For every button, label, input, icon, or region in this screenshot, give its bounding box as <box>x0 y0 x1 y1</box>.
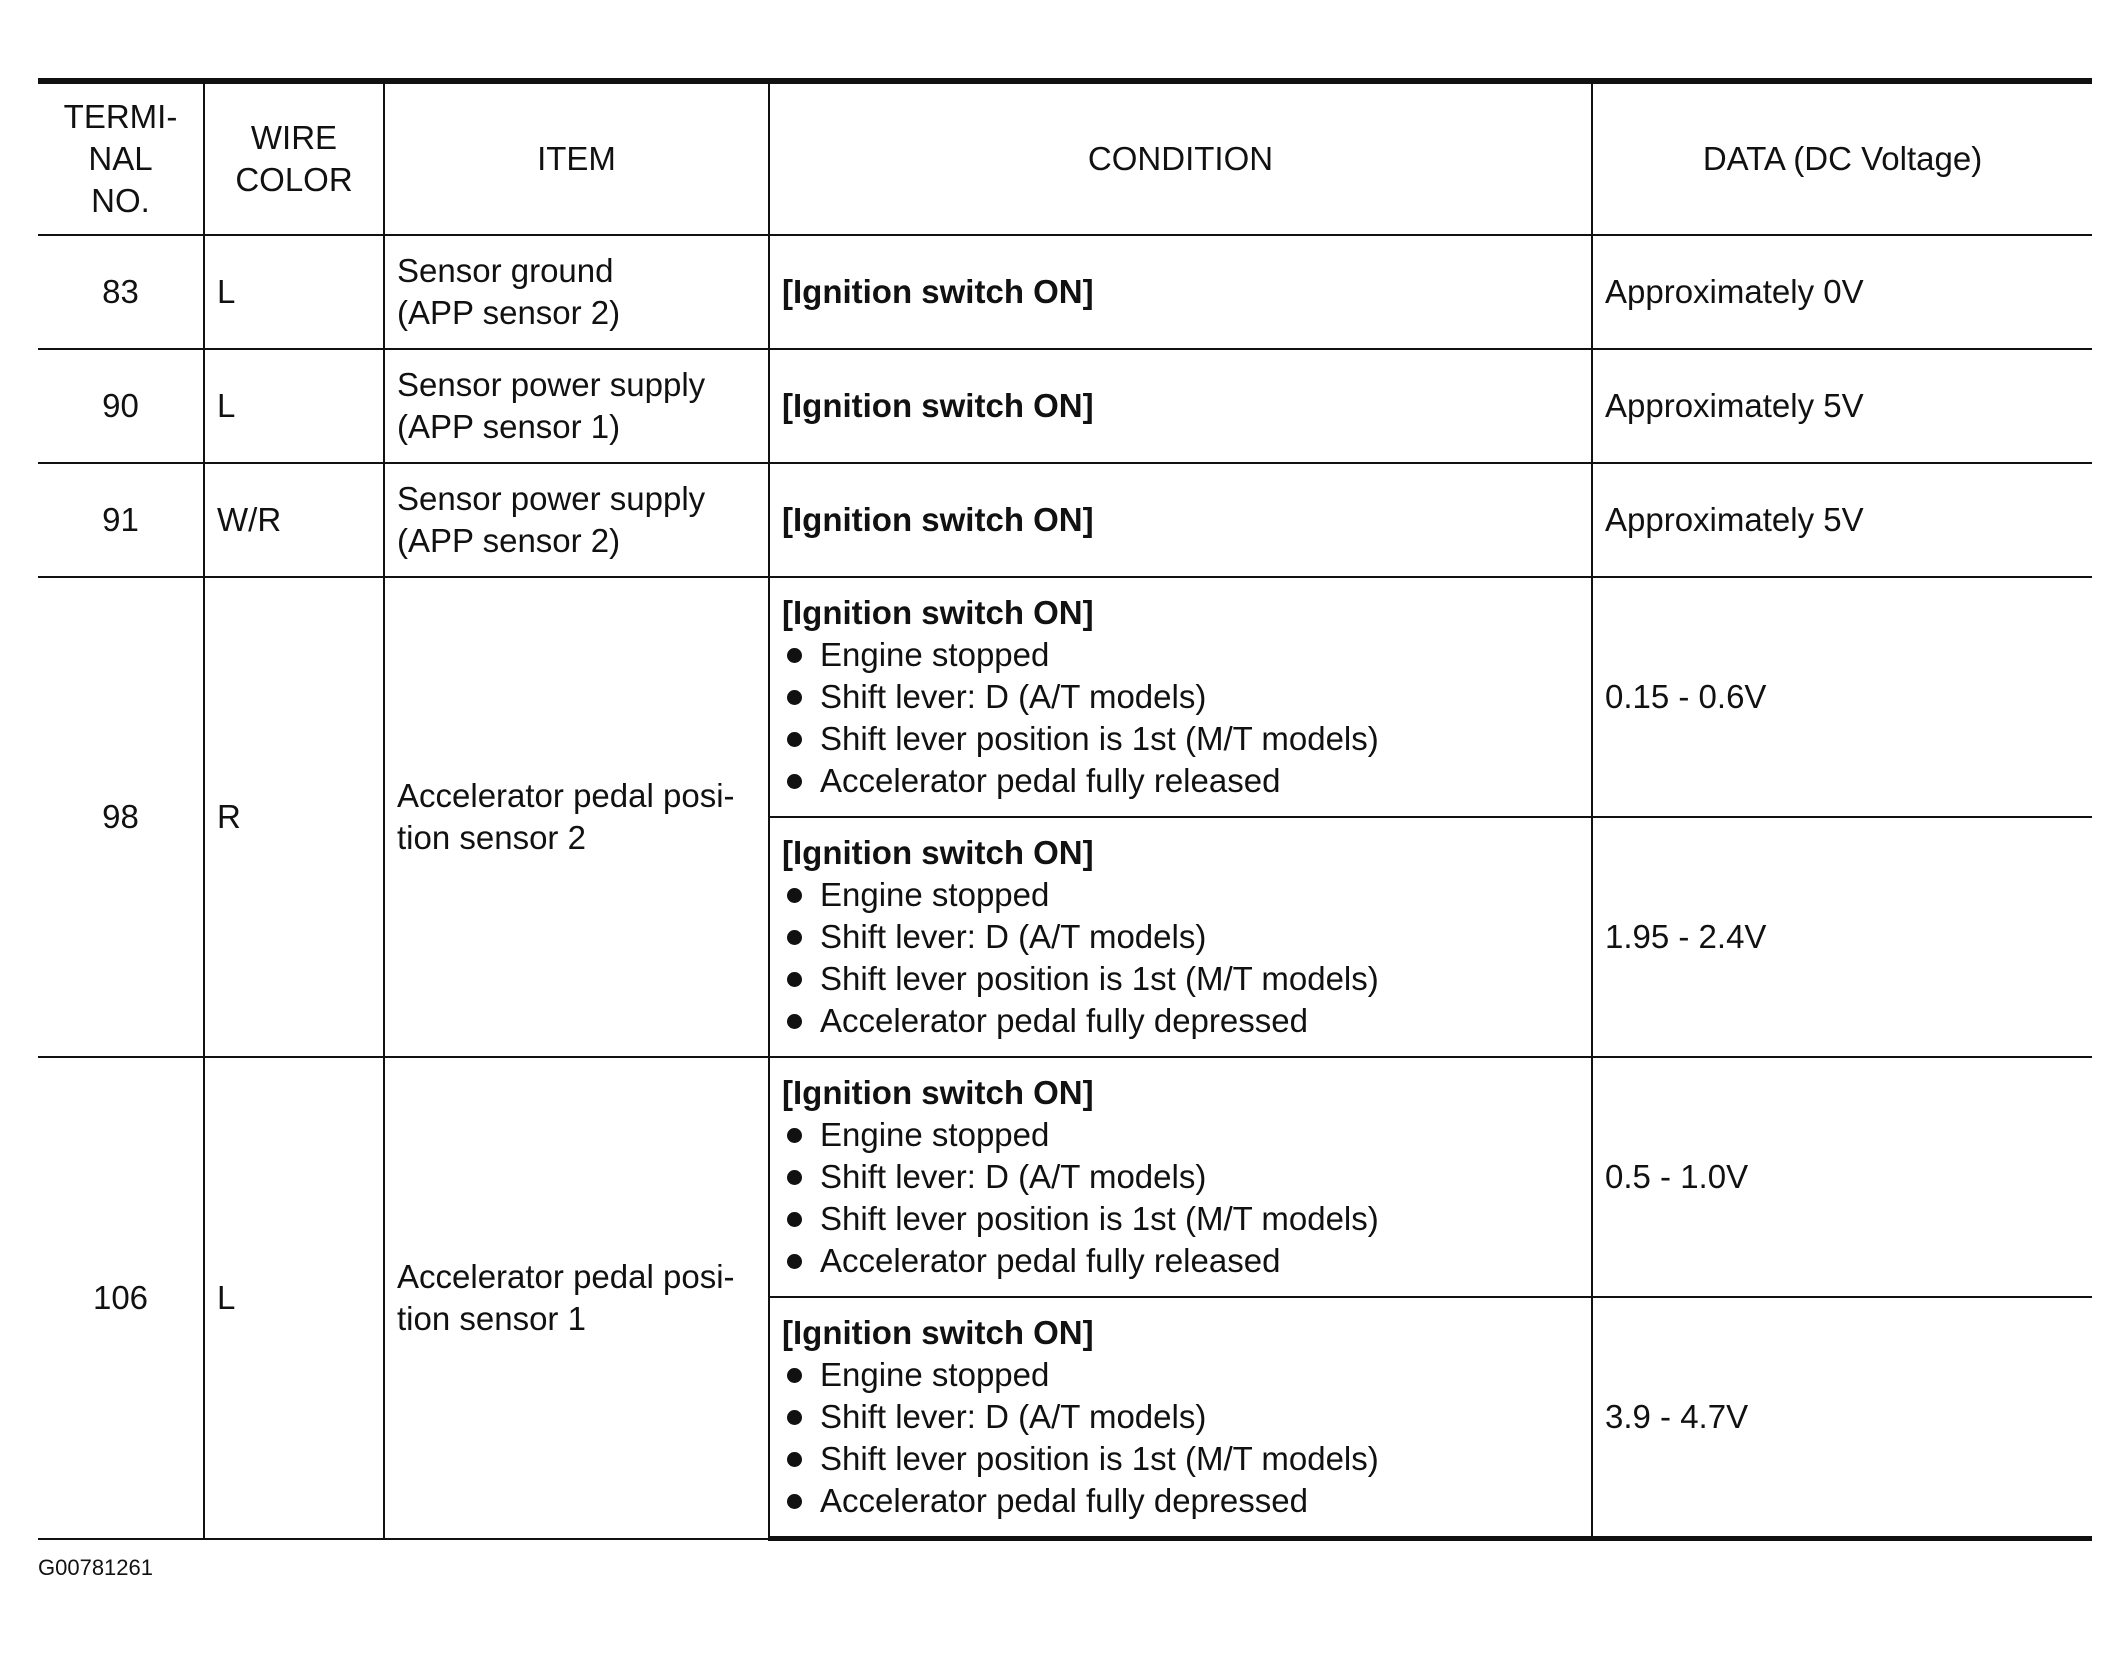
list-item <box>782 1438 1583 1480</box>
table-row <box>38 577 2092 817</box>
data-voltage: Approximately 5V <box>1592 349 2092 463</box>
condition-text: Engine stopped <box>820 1356 1050 1393</box>
bullet-icon <box>787 1452 802 1467</box>
data-voltage: 0.5 - 1.0V <box>1592 1057 2092 1297</box>
wire-color: W/R <box>204 463 384 577</box>
condition-cell <box>769 235 1592 349</box>
condition-text: Shift lever: D (A/T models) <box>820 1398 1207 1435</box>
table-row <box>38 349 2092 463</box>
bullet-icon <box>787 888 802 903</box>
header-condition: CONDITION <box>769 81 1592 235</box>
condition-list <box>782 874 1583 1042</box>
bullet-icon <box>787 1494 802 1509</box>
condition-text: Engine stopped <box>820 636 1050 673</box>
list-item <box>782 958 1583 1000</box>
wire-color: L <box>204 235 384 349</box>
item-description <box>384 235 769 349</box>
condition-cell <box>769 1057 1592 1297</box>
condition-text: Shift lever: D (A/T models) <box>820 678 1207 715</box>
header-terminal-no: TERMI- NAL NO. <box>38 81 204 235</box>
condition-cell <box>769 1297 1592 1539</box>
condition-text: Shift lever position is 1st (M/T models) <box>820 720 1379 757</box>
item-description <box>384 1057 769 1539</box>
terminal-number: 98 <box>38 577 204 1057</box>
data-voltage: Approximately 0V <box>1592 235 2092 349</box>
terminal-number: 91 <box>38 463 204 577</box>
item-text: Accelerator pedal posi- tion sensor 1 <box>397 1257 735 1337</box>
condition-cell <box>769 463 1592 577</box>
wire-color: L <box>204 1057 384 1539</box>
table-row <box>38 463 2092 577</box>
list-item <box>782 676 1583 718</box>
bullet-icon <box>787 1128 802 1143</box>
list-item <box>782 718 1583 760</box>
list-item <box>782 1354 1583 1396</box>
bullet-icon <box>787 972 802 987</box>
list-item <box>782 634 1583 676</box>
header-data: DATA (DC Voltage) <box>1592 81 2092 235</box>
condition-text: Shift lever: D (A/T models) <box>820 1158 1207 1195</box>
condition-title: [Ignition switch ON] <box>782 501 1094 538</box>
condition-title: [Ignition switch ON] <box>782 834 1094 871</box>
condition-list <box>782 1114 1583 1282</box>
list-item <box>782 1156 1583 1198</box>
bullet-icon <box>787 648 802 663</box>
condition-text: Accelerator pedal fully depressed <box>820 1002 1308 1039</box>
list-item <box>782 1114 1583 1156</box>
item-text: Sensor power supply (APP sensor 2) <box>397 480 706 559</box>
list-item <box>782 760 1583 802</box>
condition-cell <box>769 349 1592 463</box>
data-voltage: 3.9 - 4.7V <box>1592 1297 2092 1539</box>
condition-text: Accelerator pedal fully released <box>820 762 1281 799</box>
terminal-number: 106 <box>38 1057 204 1539</box>
item-text: Sensor power supply (APP sensor 1) <box>397 366 706 445</box>
table-row <box>38 235 2092 349</box>
condition-cell <box>769 577 1592 817</box>
item-description <box>384 349 769 463</box>
condition-text: Engine stopped <box>820 876 1050 913</box>
bullet-icon <box>787 1368 802 1383</box>
figure-id: G00781261 <box>38 1555 153 1580</box>
terminal-number: 83 <box>38 235 204 349</box>
bullet-icon <box>787 1410 802 1425</box>
header-item: ITEM <box>384 81 769 235</box>
header-wire-color: WIRE COLOR <box>204 81 384 235</box>
condition-title: [Ignition switch ON] <box>782 1074 1094 1111</box>
bullet-icon <box>787 690 802 705</box>
list-item <box>782 916 1583 958</box>
terminal-number: 90 <box>38 349 204 463</box>
bullet-icon <box>787 1170 802 1185</box>
condition-text: Shift lever position is 1st (M/T models) <box>820 1440 1379 1477</box>
condition-title: [Ignition switch ON] <box>782 273 1094 310</box>
table-header-row <box>38 81 2092 235</box>
item-text: Accelerator pedal posi- tion sensor 2 <box>397 777 735 856</box>
bullet-icon <box>787 1014 802 1029</box>
condition-title: [Ignition switch ON] <box>782 594 1094 631</box>
bullet-icon <box>787 774 802 789</box>
list-item <box>782 1396 1583 1438</box>
bullet-icon <box>787 732 802 747</box>
data-voltage: 0.15 - 0.6V <box>1592 577 2092 817</box>
condition-list <box>782 634 1583 802</box>
item-description <box>384 577 769 1057</box>
data-voltage: 1.95 - 2.4V <box>1592 817 2092 1057</box>
table-row <box>38 1057 2092 1297</box>
item-description <box>384 463 769 577</box>
condition-text: Shift lever position is 1st (M/T models) <box>820 960 1379 997</box>
condition-title: [Ignition switch ON] <box>782 1314 1094 1351</box>
terminal-data-table <box>38 78 2092 1541</box>
list-item <box>782 1198 1583 1240</box>
wire-color: L <box>204 349 384 463</box>
wire-color: R <box>204 577 384 1057</box>
bullet-icon <box>787 1254 802 1269</box>
condition-title: [Ignition switch ON] <box>782 387 1094 424</box>
bullet-icon <box>787 930 802 945</box>
bullet-icon <box>787 1212 802 1227</box>
condition-text: Accelerator pedal fully released <box>820 1242 1281 1279</box>
list-item <box>782 1000 1583 1042</box>
condition-text: Accelerator pedal fully depressed <box>820 1482 1308 1519</box>
list-item <box>782 1240 1583 1282</box>
list-item <box>782 874 1583 916</box>
data-voltage: Approximately 5V <box>1592 463 2092 577</box>
item-text: Sensor ground (APP sensor 2) <box>397 252 621 331</box>
condition-cell <box>769 817 1592 1057</box>
condition-text: Shift lever position is 1st (M/T models) <box>820 1200 1379 1237</box>
condition-text: Engine stopped <box>820 1116 1050 1153</box>
condition-text: Shift lever: D (A/T models) <box>820 918 1207 955</box>
list-item <box>782 1480 1583 1522</box>
condition-list <box>782 1354 1583 1522</box>
